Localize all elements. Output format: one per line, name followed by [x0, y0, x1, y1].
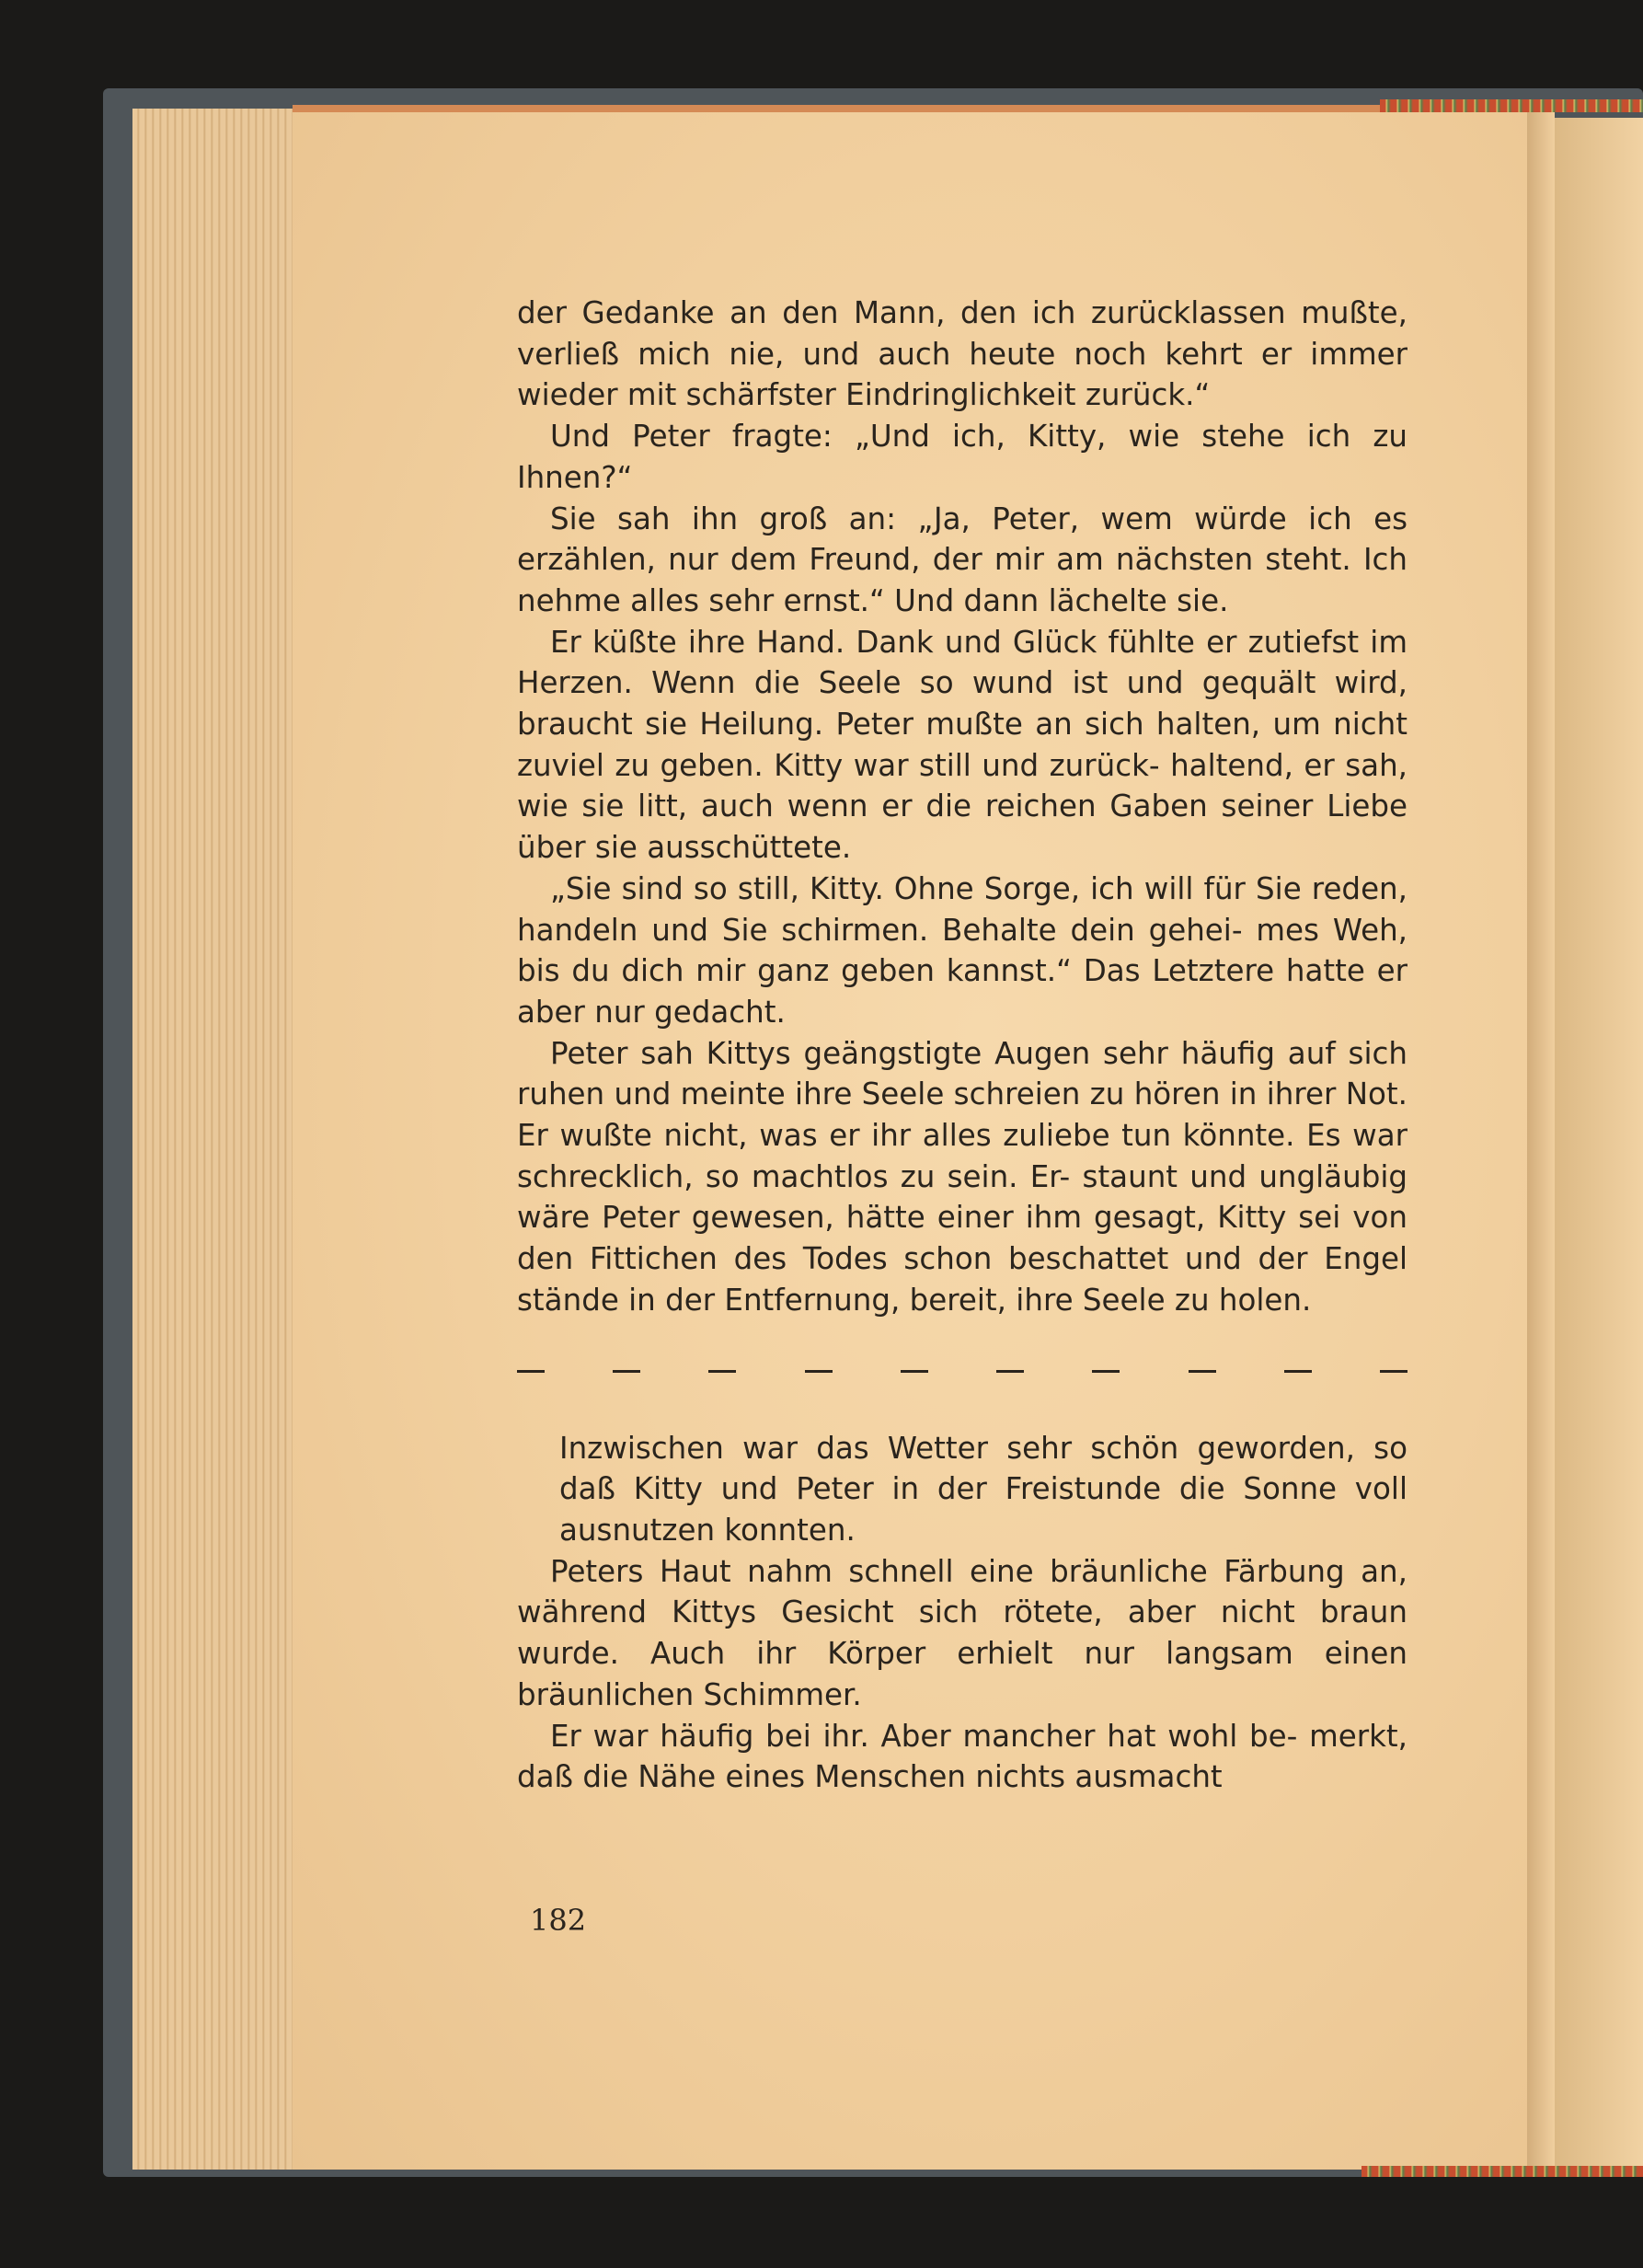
- divider-dash: [1284, 1370, 1312, 1373]
- paragraph: der Gedanke an den Mann, den ich zurücklassen mußte, verließ mich nie, und auch heute noch kehrt er immer wieder mit schärfster Eindringlichkeit zurück.“: [517, 295, 1407, 413]
- next-page-edge: [1555, 118, 1643, 2166]
- paragraph: Sie sah ihn groß an: „Ja, Peter, wem würde ich es erzählen, nur dem Freund, der mir am nächsten steht. Ich nehme alles sehr ernst.“ Und dann lächelte sie.: [517, 501, 1407, 618]
- divider-dash: [1092, 1370, 1120, 1373]
- paragraph: Inzwischen war das Wetter sehr schön geworden, so daß Kitty und Peter in der Freistunde die Sonne voll ausnutzen konnten.: [559, 1430, 1407, 1548]
- divider-dash: [1189, 1370, 1216, 1373]
- paragraph: Er war häufig bei ihr. Aber mancher hat wohl be- merkt, daß die Nähe eines Menschen nichts ausmacht: [517, 1718, 1407, 1795]
- page-text: [517, 293, 1407, 1798]
- headband-top: [1380, 99, 1643, 112]
- divider-dash: [517, 1370, 545, 1373]
- paragraph: Er küßte ihre Hand. Dank und Glück fühlte er zutiefst im Herzen. Wenn die Seele so wund ist und gequält wird, braucht sie Heilung. Peter mußte an sich halten, um nicht zuviel zu geben. Kitty war still und zurück- haltend, er sah, wie sie litt, auch wenn er die reichen Gaben seiner Liebe über sie ausschüttete.: [517, 624, 1407, 866]
- divider-dash: [1380, 1370, 1407, 1373]
- section-divider: [517, 1358, 1407, 1386]
- page-top-edge: [293, 105, 1553, 112]
- divider-dash: [996, 1370, 1024, 1373]
- paragraph: „Sie sind so still, Kitty. Ohne Sorge, ich will für Sie reden, handeln und Sie schirmen. Behalte dein gehei- mes Weh, bis du dich mir ganz geben kannst.“ Das Letztere hatte er aber nur gedacht.: [517, 870, 1407, 1030]
- page-gutter: [1527, 109, 1555, 2170]
- divider-dash: [901, 1370, 928, 1373]
- page-block-edge: [132, 109, 307, 2170]
- section-two: [517, 1428, 1407, 1551]
- paragraph: Peters Haut nahm schnell eine bräunliche Färbung an, während Kittys Gesicht sich rötete, aber nicht braun wurde. Auch ihr Körper erhielt nur langsam einen bräunlichen Schimmer.: [517, 1553, 1407, 1712]
- paragraph: Und Peter fragte: „Und ich, Kitty, wie stehe ich zu Ihnen?“: [517, 419, 1407, 495]
- headband-bottom: [1362, 2166, 1643, 2177]
- page-number: 182: [530, 1903, 587, 1938]
- divider-dash: [613, 1370, 640, 1373]
- paragraph: Peter sah Kittys geängstigte Augen sehr häufig auf sich ruhen und meinte ihre Seele schreien zu hören in ihrer Not. Er wußte nicht, was er ihr alles zuliebe tun könnte. Es war schrecklich, so machtlos zu sein. Er- staunt und ungläubig wäre Peter gewesen, hätte einer ihm gesagt, Kitty sei von den Fittichen des Todes schon beschattet und der Engel stände in der Entfernung, bereit, ihre Seele zu holen.: [517, 1035, 1407, 1318]
- divider-dash: [805, 1370, 833, 1373]
- divider-dash: [708, 1370, 736, 1373]
